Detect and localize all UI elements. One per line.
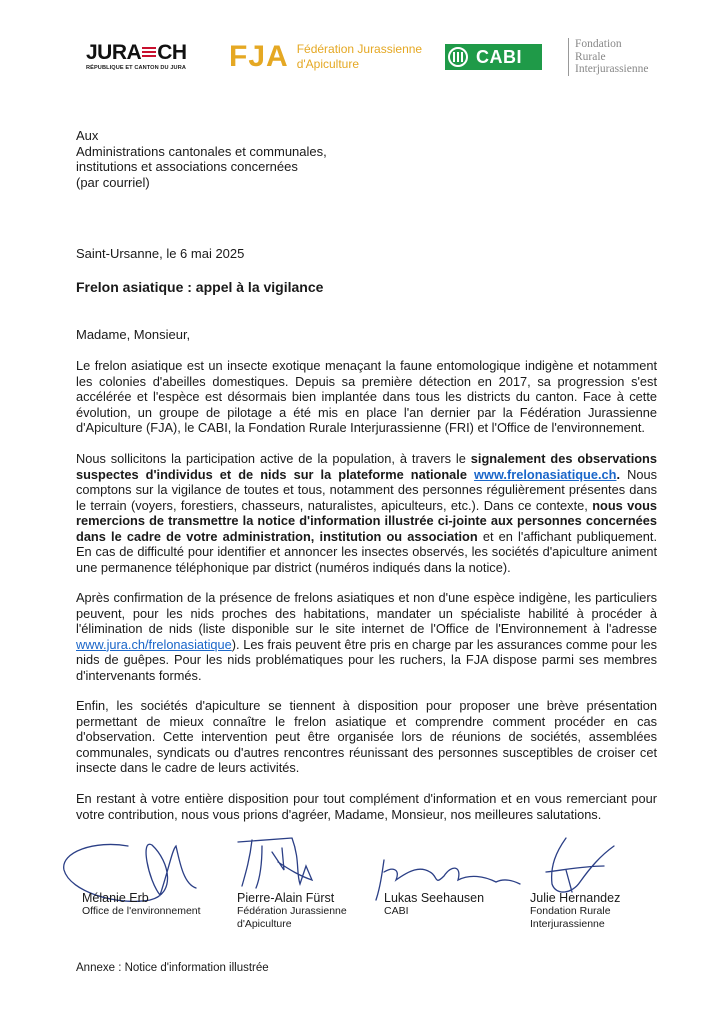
salutation: Madame, Monsieur, [76, 327, 191, 342]
recipient-line3: institutions et associations concernées [76, 159, 298, 175]
fri-line1: Fondation [575, 38, 622, 50]
cabi-emblem-icon [448, 47, 468, 67]
recipient-block [76, 128, 327, 190]
jura-logo [86, 42, 204, 71]
signatory-furst [237, 891, 347, 930]
cabi-wordmark: CABI [476, 46, 522, 67]
paragraph-presentation: Enfin, les sociétés d'apiculture se tiennent à disposition pour proposer une brève présentation permettant de mieux connaître le frelon asiatique et comprendre comment procéder en cas d'observation. Cette intervention peut être organisée lors de réunions de sociétés, assemblées communales, syndicats ou d'autres rencontres réunissant des personnes susceptibles de croiser cet insecte dans le cadre de leurs activités. [76, 698, 657, 775]
signatory-name: Julie Hernandez [530, 891, 621, 905]
signatory-org-line2: d'Apiculture [237, 917, 292, 930]
date-line: Saint-Ursanne, le 6 mai 2025 [76, 246, 245, 261]
p2-bold-period: . [616, 466, 621, 482]
signatory-org: Fondation Rurale [530, 905, 611, 917]
signatory-erb [82, 891, 201, 918]
fri-line2: Rurale [575, 50, 606, 63]
signatory-org-line2: Interjurassienne [530, 917, 605, 930]
paragraph-closing: En restant à votre entière disposition pour tout complément d'information et en vous remerciant pour votre contribution, nous vous prions d'agréer, Madame, Monsieur, nos meilleures salutations. [76, 791, 657, 822]
fri-line3: Interjurassienne [575, 63, 649, 75]
p2-text-a: Nous sollicitons la participation active de la population, à travers le [76, 451, 471, 466]
fja-mark: FJA [229, 40, 289, 73]
signatory-name: Mélanie Erb [82, 891, 149, 905]
signatory-name: Pierre-Alain Fürst [237, 891, 335, 905]
signatory-org: CABI [384, 905, 409, 917]
p3-text-a: Après confirmation de la présence de frelons asiatiques et non d'une espèce indigène, les particuliers peuvent, pour les nids proches des habitations, mandater un spécialiste habilité à procéder à l'élimination de nids (liste disponible sur le site internet de l'Office de l'Environnement à l'adresse [76, 590, 657, 636]
p2-bold-b: nous vous remercions de transmettre la notice d'information illustrée ci-jointe aux personnes concernées dans le cadre de votre administration, institution ou association [76, 497, 658, 544]
p3-text-b: ). Les frais peuvent être pris en charge par les assurances comme pour les nids de guêpes. Pour les nids problématiques pour les ruchers, la FJA dispose parmi ses membres d'intervenants formés. [76, 636, 657, 683]
signatory-org: Office de l'environnement [82, 905, 201, 917]
subject-line: Frelon asiatique : appel à la vigilance [76, 279, 324, 295]
signatory-org: Fédération Jurassienne [237, 905, 347, 917]
annex-note: Annexe : Notice d'information illustrée [76, 962, 269, 974]
p2-text-b: Nous comptons sur la vigilance de toutes et tous, notamment des personnes régulièrement présentes dans le terrain (voyers, forestiers, chasseurs, naturalistes, apiculteurs, etc.). Dans ce contexte, [76, 466, 657, 513]
jura-wordmark-part1: JURA [86, 41, 142, 64]
p2-text-c: et en l'affichant publiquement. En cas de difficulté pour identifier et annoncer les insectes observés, les sociétés d'apiculture animent une permanence téléphonique par district (numéros indiqués dans la notice). [76, 528, 657, 575]
p2-bold-a-text: signalement des observations suspectes d'individus et de nids sur la plateforme nationale [76, 451, 657, 482]
paragraph-intro: Le frelon asiatique est un insecte exotique menaçant la faune entomologique indigène et notamment les colonies d'abeilles domestiques. Depuis sa première détection en 2017, sa progression s'est accélérée et l'espèce est désormais bien implantée dans tous les districts du canton. Face à cette évolution, un groupe de pilotage a été mis en place l'an dernier par la Fédération Jurassienne d'Apiculture (FJA), le CABI, la Fondation Rurale Interjurassienne (FRI) et l'Office de l'environnement. [76, 358, 657, 435]
recipient-line2: Administrations cantonales et communales, [76, 143, 327, 159]
recipient-line1: Aux [76, 128, 99, 143]
signatory-seehausen [384, 891, 484, 918]
signature-furst [238, 838, 312, 888]
signature-hernandez [546, 838, 614, 892]
fja-name-line1: Fédération Jurassienne [296, 42, 423, 56]
jura-flag-icon [142, 46, 156, 60]
recipient-line4: (par courriel) [76, 174, 150, 190]
jura-wordmark-part2: CH [157, 41, 187, 64]
jura-subtitle: RÉPUBLIQUE ET CANTON DU JURA [86, 65, 186, 71]
fja-name-line2: d'Apiculture [296, 57, 360, 71]
fri-logo [568, 38, 648, 76]
fja-logo [229, 42, 422, 72]
paragraph-request [76, 451, 657, 575]
signatory-name: Lukas Seehausen [384, 891, 485, 905]
frelonasiatique-link[interactable]: www.frelonasiatique.ch [474, 466, 617, 482]
cabi-logo [445, 44, 542, 70]
jura-wordmark [86, 42, 204, 64]
signatory-hernandez [530, 891, 620, 930]
paragraph-elimination [76, 590, 657, 683]
jura-frelonasiatique-link[interactable]: www.jura.ch/frelonasiatique [76, 636, 232, 652]
fja-name [297, 42, 422, 72]
